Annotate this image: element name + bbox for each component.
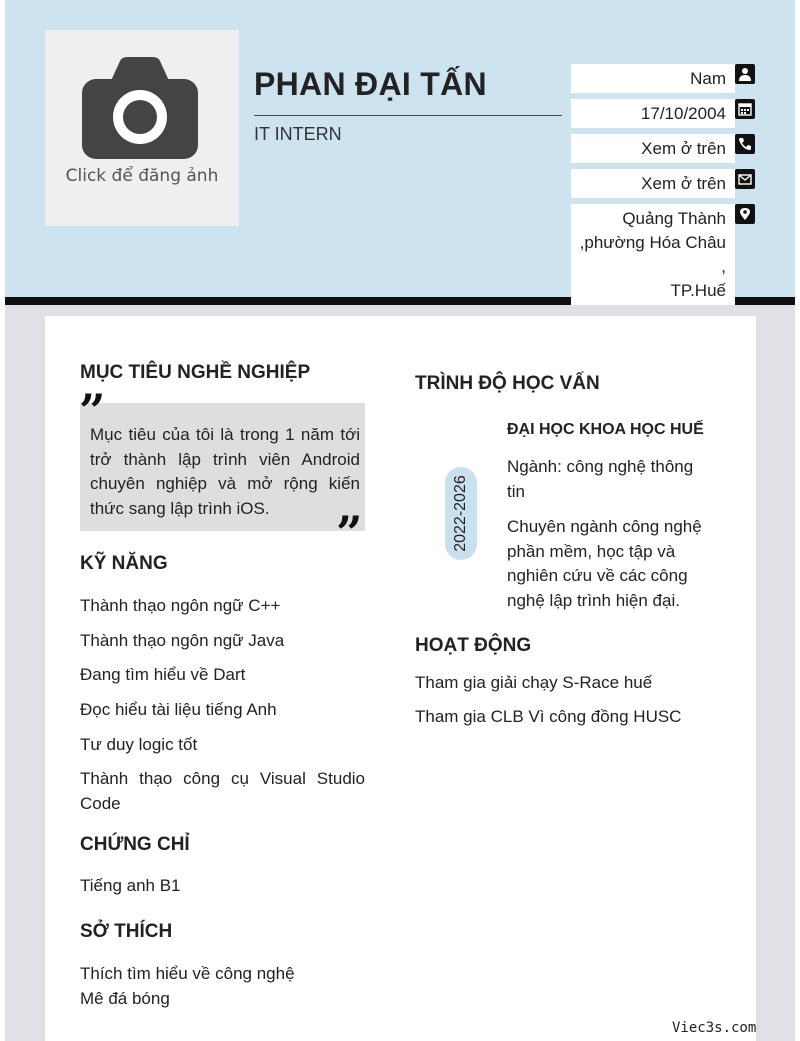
name-divider bbox=[254, 115, 562, 116]
watermark: Viec3s.com bbox=[672, 1020, 757, 1036]
person-icon bbox=[735, 64, 755, 84]
close-quote-icon: ” bbox=[336, 506, 363, 560]
education-major: Ngành: công nghệ thông tin bbox=[507, 457, 694, 501]
certificates-title: CHỨNG CHỈ bbox=[80, 834, 190, 855]
objective-text: Mục tiêu của tôi là trong 1 năm tới trở thành lập trình viên Android chuyên nghiệp và mở rộng kiến thức sang lập trình iOS. bbox=[90, 425, 360, 518]
education-title: TRÌNH ĐỘ HỌC VẤN bbox=[415, 373, 600, 394]
skill-item: Đọc hiểu tài liệu tiếng Anh bbox=[80, 700, 277, 719]
phone-icon bbox=[735, 134, 755, 154]
address-field bbox=[571, 204, 735, 305]
calendar-icon bbox=[735, 99, 755, 119]
skill-item: Thành thạo công cụ Visual Studio Code bbox=[80, 769, 365, 813]
hobby-item: Mê đá bóng bbox=[80, 989, 170, 1008]
address-line-1: Quảng Thành bbox=[622, 209, 726, 228]
gender-field: Nam bbox=[571, 64, 735, 93]
skill-item: Thành thạo ngôn ngữ Java bbox=[80, 631, 285, 650]
job-position: IT INTERN bbox=[254, 124, 342, 144]
camera-icon bbox=[82, 57, 202, 161]
activities-title: HOẠT ĐỘNG bbox=[415, 635, 532, 656]
skill-item: Tư duy logic tốt bbox=[80, 735, 198, 754]
open-quote-icon: ” bbox=[79, 384, 106, 438]
photo-upload-label: Click để đăng ảnh bbox=[65, 166, 219, 186]
education-years: 2022-2026 bbox=[452, 475, 469, 552]
location-icon bbox=[735, 204, 755, 224]
hobby-item: Thích tìm hiểu về công nghệ bbox=[80, 964, 295, 983]
full-name: PHAN ĐẠI TẤN bbox=[254, 66, 487, 102]
skill-item: Thành thạo ngôn ngữ C++ bbox=[80, 596, 281, 615]
activity-item: Tham gia CLB Vì công đồng HUSC bbox=[415, 707, 682, 726]
address-line-2: ,phường Hóa Châu , bbox=[579, 233, 726, 276]
skills-title: KỸ NĂNG bbox=[80, 553, 168, 574]
photo-upload[interactable] bbox=[45, 30, 239, 226]
education-description: Chuyên ngành công nghệ phần mềm, học tập và nghiên cứu về các công nghệ lập trình hiện đại. bbox=[507, 517, 702, 610]
objective-title: MỤC TIÊU NGHỀ NGHIỆP bbox=[80, 362, 311, 383]
education-years-badge bbox=[445, 467, 477, 560]
certificate-item: Tiếng anh B1 bbox=[80, 876, 181, 895]
mail-icon bbox=[735, 169, 755, 189]
birthday-field: 17/10/2004 bbox=[571, 99, 735, 128]
phone-field: Xem ở trên bbox=[571, 134, 735, 163]
school-name: ĐẠI HỌC KHOA HỌC HUẾ bbox=[507, 421, 704, 438]
email-field: Xem ở trên bbox=[571, 169, 735, 198]
hobbies-title: SỞ THÍCH bbox=[80, 921, 173, 942]
skill-item: Đang tìm hiểu về Dart bbox=[80, 665, 246, 684]
address-line-3: TP.Huế bbox=[670, 281, 726, 300]
activity-item: Tham gia giải chạy S-Race huế bbox=[415, 673, 653, 692]
